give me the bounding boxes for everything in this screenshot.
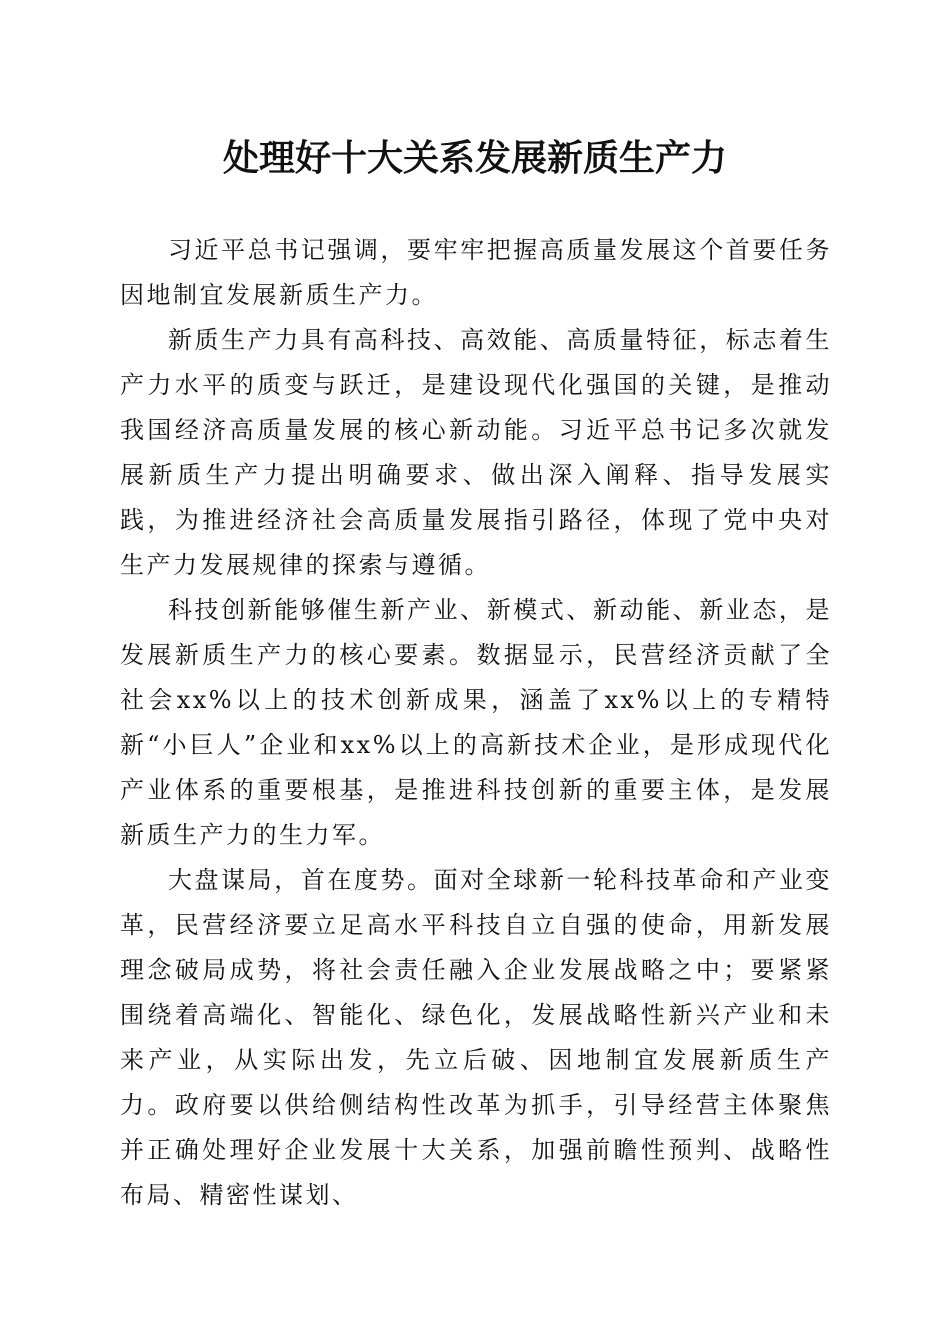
paragraph-3: 科技创新能够催生新产业、新模式、新动能、新业态，是发展新质生产力的核心要素。数据显示，民营经济贡献了全社会xx%以上的技术创新成果，涵盖了xx%以上的专精特新“小巨人”企业和xx%以上的高新技术企业，是形成现代化产业体系的重要根基，是推进科技创新的重要主体，是发展新质生产力的生力军。 <box>120 596 832 849</box>
document-body <box>120 228 832 1218</box>
document-title: 处理好十大关系发展新质生产力 <box>222 137 727 179</box>
paragraph-1: 习近平总书记强调，要牢牢把握高质量发展这个首要任务因地制宜发展新质生产力。 <box>120 236 832 309</box>
paragraph-2: 新质生产力具有高科技、高效能、高质量特征，标志着生产力水平的质变与跃迁，是建设现代化强国的关键，是推动我国经济高质量发展的核心新动能。习近平总书记多次就发展新质生产力提出明确要求、做出深入阐释、指导发展实践，为推进经济社会高质量发展指引路径，体现了党中央对生产力发展规律的探索与遵循。 <box>120 326 832 579</box>
paragraph-4: 大盘谋局，首在度势。面对全球新一轮科技革命和产业变革，民营经济要立足高水平科技自立自强的使命，用新发展理念破局成势，将社会责任融入企业发展战略之中；要紧紧围绕着高端化、智能化、绿色化，发展战略性新兴产业和未来产业，从实际出发，先立后破、因地制宜发展新质生产力。政府要以供给侧结构性改革为抓手，引导经营主体聚焦并正确处理好企业发展十大关系，加强前瞻性预判、战略性布局、精密性谋划、 <box>120 866 832 1209</box>
